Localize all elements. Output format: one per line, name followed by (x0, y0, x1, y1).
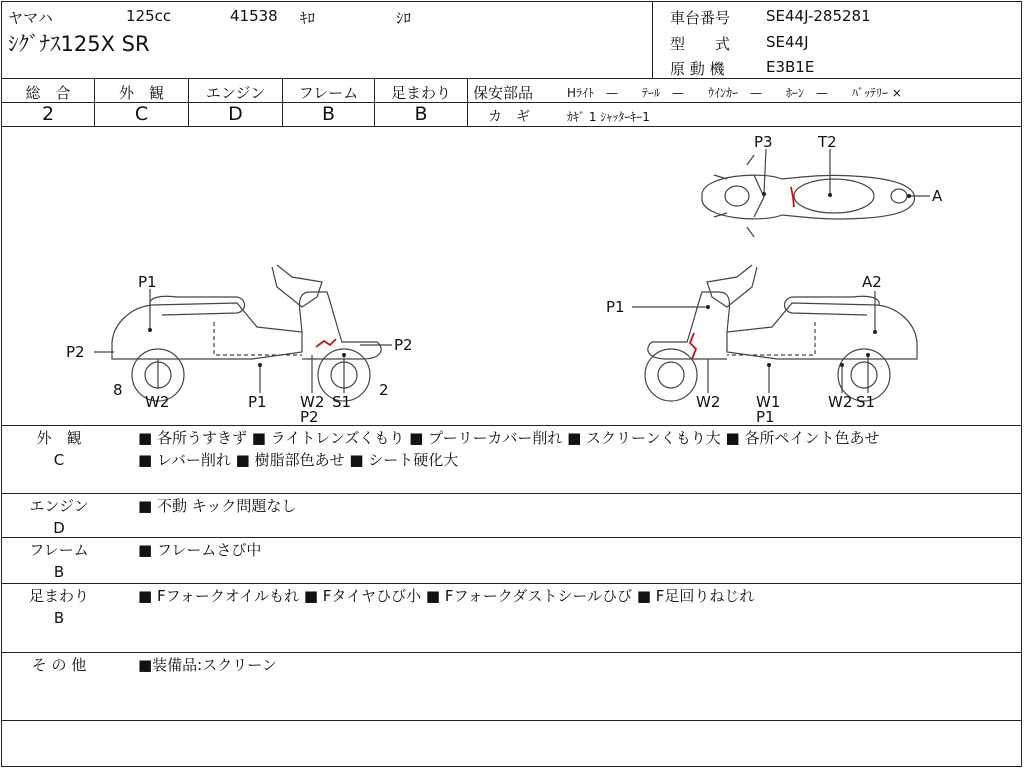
section-other-label: そ の 他 (31, 656, 87, 674)
label-p1: P1 (138, 273, 157, 291)
section-other-line1: ■装備品:スクリーン (138, 656, 277, 674)
safety-label: 保安部品 (473, 84, 534, 102)
grade-exterior-label: 外 観 (118, 84, 164, 102)
type-label: 型 式 (670, 35, 731, 53)
key-value: ｶｷﾞ 1 ｼｬｯﾀｰｷｰ1 (567, 110, 650, 124)
engine-label: 原 動 機 (670, 60, 725, 78)
grade-suspension-label: 足まわり (390, 84, 451, 102)
grade-frame-value: B (321, 103, 336, 125)
section-suspension-line1: ■ Fフォークオイルもれ ■ Fタイヤひび小 ■ Fフォークダストシールひび ■ F足回りねじれ (138, 587, 755, 605)
label-s1: S1 (332, 393, 352, 411)
key-label: カ ギ (488, 109, 530, 125)
divider (374, 78, 375, 126)
section-engine-label: エンジン D (29, 497, 89, 537)
model-name: ｼｸﾞﾅｽ125X SR (8, 32, 150, 56)
mileage: 41538 (230, 7, 278, 25)
divider (2, 583, 1021, 584)
divider (94, 78, 95, 126)
color: ｼﾛ (396, 9, 412, 27)
engine-value: E3B1E (766, 58, 815, 76)
section-exterior-line2: ■ レバー削れ ■ 樹脂部色あせ ■ シート硬化大 (138, 451, 459, 469)
grade-engine-label: エンジン (205, 84, 266, 102)
label-two: 2 (379, 381, 389, 399)
frame-no-label: 車台番号 (670, 9, 731, 27)
grade-overall-label: 総 合 (25, 84, 71, 102)
section-engine-line1: ■ 不動 キック問題なし (138, 497, 297, 515)
grade-overall-value: 2 (41, 103, 55, 125)
label-p1-bottom-right: P1 (756, 408, 775, 425)
divider (2, 652, 1021, 653)
section-exterior-label: 外 観 C (36, 429, 82, 469)
grade-exterior-value: C (134, 103, 149, 125)
inspection-sheet (1, 1, 1022, 767)
label-w2-left: W2 (696, 393, 721, 411)
label-p1-right: P1 (606, 298, 625, 316)
label-w2-right: W2 (828, 393, 853, 411)
section-frame-line1: ■ フレームさび中 (138, 541, 262, 559)
label-p2-right: P2 (394, 336, 413, 354)
divider (2, 78, 1021, 79)
divider (2, 425, 1021, 426)
damage-diagram (2, 127, 1021, 425)
section-exterior-line1: ■ 各所うすきず ■ ライトレンズくもり ■ プーリーカバー削れ ■ スクリーンくもり大 ■ 各所ペイント色あせ (138, 429, 880, 447)
divider (2, 720, 1021, 721)
label-t2: T2 (818, 133, 837, 151)
grade-suspension-value: B (414, 103, 428, 125)
grade-engine-value: D (228, 103, 243, 125)
damage-marks (316, 187, 794, 359)
label-w2: W2 (145, 393, 170, 411)
divider (2, 102, 467, 103)
label-p3: P3 (754, 133, 773, 151)
divider (467, 102, 1021, 103)
grade-frame-label: フレーム (298, 84, 359, 102)
label-a: A (932, 187, 943, 205)
label-a2: A2 (862, 273, 882, 291)
type-value: SE44J (766, 33, 809, 51)
maker: ヤマハ (8, 9, 53, 27)
label-p2-left: P2 (66, 343, 85, 361)
safety-items: Hﾗｲﾄ — ﾃｰﾙ — ｳｲﾝｶｰ — ﾎｰﾝ — ﾊﾞｯﾃﾘｰ × (567, 86, 902, 100)
divider (2, 537, 1021, 538)
section-suspension-label: 足まわり B (28, 587, 89, 627)
displacement: 125cc (126, 7, 172, 25)
mileage-unit: ｷﾛ (300, 9, 316, 27)
top-view-scooter (702, 155, 915, 237)
label-w2-mid: W2 (300, 393, 325, 411)
label-s1-right: S1 (856, 393, 876, 411)
section-frame-label: フレーム B (29, 541, 89, 581)
divider (282, 78, 283, 126)
label-p1-bottom: P1 (248, 393, 267, 411)
frame-no: SE44J-285281 (766, 7, 871, 25)
divider (2, 493, 1021, 494)
label-w1: W1 (756, 393, 781, 411)
label-p2-mid: P2 (300, 408, 319, 425)
header-divider (652, 2, 653, 78)
divider (188, 78, 189, 126)
label-eight: 8 (113, 381, 123, 399)
